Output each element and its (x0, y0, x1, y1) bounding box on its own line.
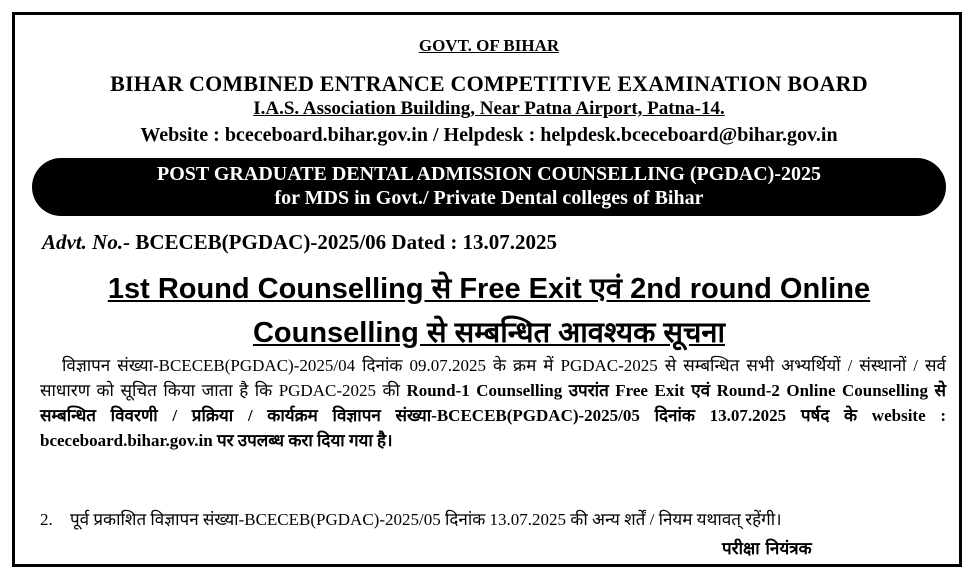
helpdesk-label: / Helpdesk : (433, 124, 536, 146)
website-line (0, 124, 978, 147)
banner-title: POST GRADUATE DENTAL ADMISSION COUNSELLING (PGDAC)-2025 (157, 163, 821, 185)
helpdesk-email[interactable]: helpdesk.bceceboard@bihar.gov.in (540, 124, 838, 146)
paragraph-2-number: 2. (40, 510, 53, 529)
website-label: Website : (140, 124, 220, 146)
advertisement-number (42, 230, 557, 255)
advt-label: Advt. No.- (42, 230, 131, 254)
board-name: BIHAR COMBINED ENTRANCE COMPETITIVE EXAMINATION BOARD (110, 71, 868, 96)
advt-value: BCECEB(PGDAC)-2025/06 Dated : 13.07.2025 (135, 230, 558, 254)
paragraph-1-details: Round-1 Counselling उपरांत Free Exit एवं Round-2 Online Counselling से सम्बन्धित विवरणी / प्रक्रिया / कार्यक्रम विज्ञापन संख्या-BCECEB(PGDAC)-2025/05 दिनांक 13.07.2025 पर्षद के website : bceceboard.bihar.gov.in पर उपलब्ध करा दिया गया है। (40, 381, 946, 450)
notice-headline-line1: 1st Round Counselling से Free Exit एवं 2nd round Online (107, 273, 871, 305)
signature-controller: परीक्षा नियंत्रक (722, 539, 812, 559)
govt-text: GOVT. OF BIHAR (418, 36, 560, 55)
notice-paragraph-2 (40, 507, 946, 532)
paragraph-2-text: पूर्व प्रकाशित विज्ञापन संख्या-BCECEB(PGDAC)-2025/05 दिनांक 13.07.2025 की अन्य शर्तें / नियम यथावत् रहेंगी। (70, 510, 782, 529)
title-banner (32, 158, 946, 216)
board-address (0, 98, 978, 120)
website-link[interactable]: bceceboard.bihar.gov.in (224, 124, 428, 146)
paragraph-1-intro: विज्ञापन संख्या-BCECEB(PGDAC)-2025/04 दिनांक 09.07.2025 के क्रम में PGDAC-2025 से सम्बन्धित सभी अभ्यर्थियों / संस्थानों / सर्व साधारण को सूचित किया जाता है कि PGDAC-2025 की (40, 356, 946, 400)
govt-heading (0, 36, 978, 56)
address-text: I.A.S. Association Building, Near Patna Airport, Patna-14. (253, 98, 725, 119)
notice-paragraph-1 (40, 353, 946, 453)
notice-headline-line2: Counselling से सम्बन्धित आवश्यक सूचना (252, 317, 726, 349)
banner-subtitle: for MDS in Govt./ Private Dental colleges of Bihar (274, 187, 704, 209)
